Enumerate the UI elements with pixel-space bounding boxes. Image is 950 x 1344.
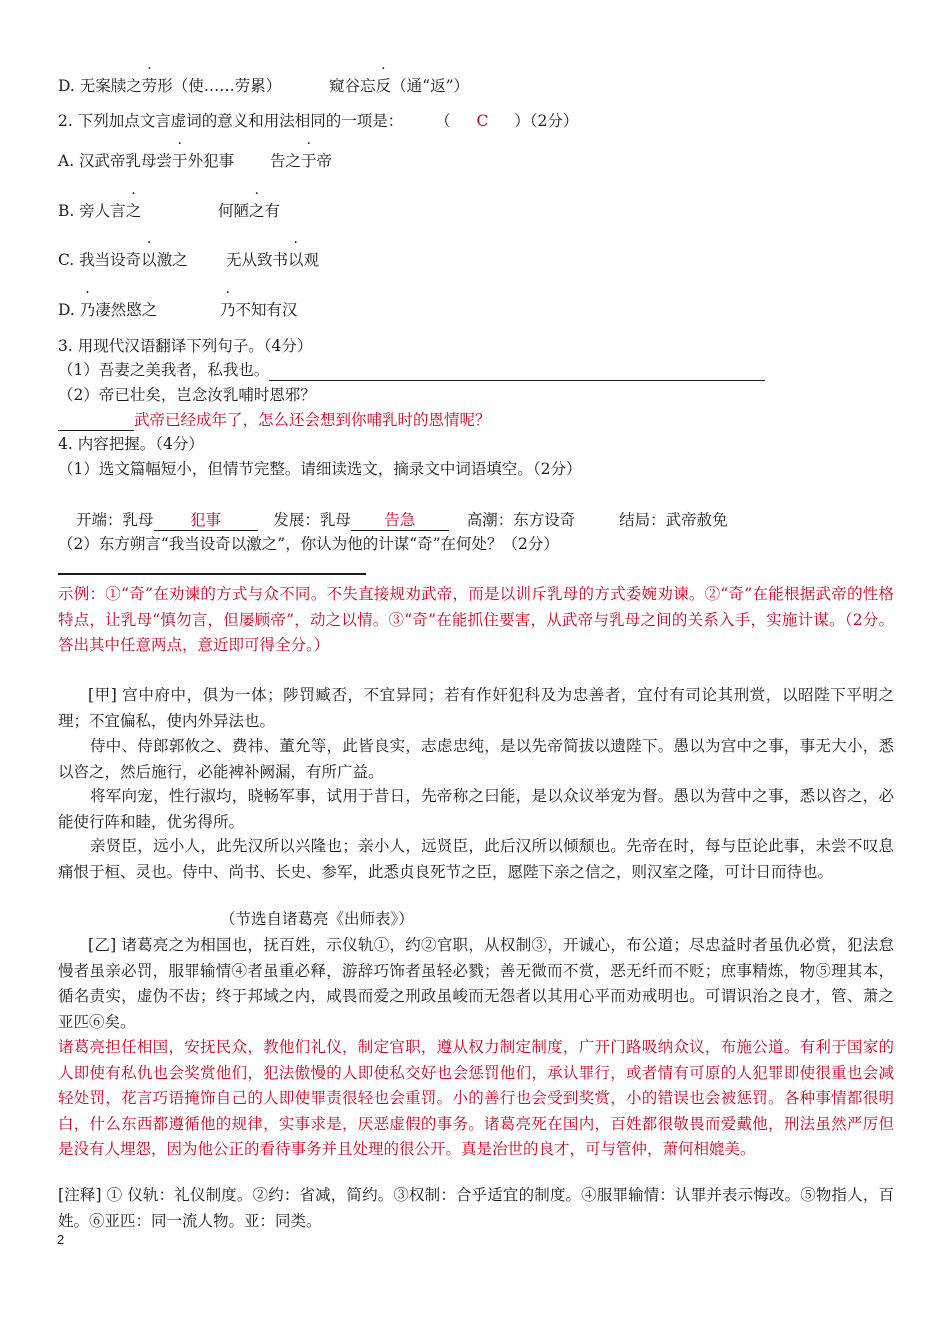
emphasis-dot-char: 乃 xyxy=(79,301,96,319)
q2-option-a: A. 汉武帝乳母尝于外犯事 告之于帝 xyxy=(58,152,333,170)
passage-yi: [乙] 诸葛亮之为相国也，抚百姓，示仪轨①，约②官职，从权制③，开诚心，布公道；尽忠益时者虽仇必赏，犯法怠慢者虽亲必罚，服罪输情④者虽重必释，游辞巧饰者虽轻必戮；善无微而不赏，恶无纤而不贬；庶事精炼，物⑤理其本，循名责实，虚伪不齿；终于邦域之内，咸畏而爱之刑政虽峻而无怨者以其用心平而劝戒明也。可谓识治之良才，管、萧之亚匹⑥矣。 xyxy=(58,936,894,1031)
passage-jia-p2: 侍中、侍郎郭攸之、费祎、董允等，此皆良实，志虑忠纯，是以先帝简拔以遗陛下。愚以为宫中之事，事无大小，悉以咨之，然后施行，必能裨补阙漏，有所广益。 xyxy=(58,737,894,781)
passage-yi-notes: [注释] ① 仪轨：礼仪制度。②约：省减，简约。③权制：合乎适宜的制度。④服罪输情：认罪并表示悔改。⑤物指人，百姓。⑥亚匹：同一流人物。亚：同类。 xyxy=(58,1186,894,1230)
emphasis-dot-char: 反 xyxy=(375,77,392,95)
emphasis-dot-char: 以 xyxy=(141,251,157,269)
emphasis-dot-char: 乃 xyxy=(220,301,236,319)
q2-option-d: D. 乃凄然愍之 乃不知有汉 xyxy=(58,301,298,319)
emphasis-dot-char: 之 xyxy=(125,202,142,220)
answer-blank-line xyxy=(269,361,765,381)
q2-option-c: C. 我当设奇以激之 无从致书以观 xyxy=(58,251,320,269)
emphasis-dot-char: 于 xyxy=(172,152,188,170)
q2-option-b: B. 旁人言之 何陋之有 xyxy=(58,202,281,220)
q4-part-2: （2）东方朔言“我当设奇以激之”，你认为他的计谋“奇”在何处？（2分） xyxy=(58,535,559,553)
plot-start-answer: 犯事 xyxy=(154,510,258,531)
emphasis-dot-char: 于 xyxy=(301,152,317,170)
passage-yi-translation: 诸葛亮担任相国，安抚民众，教他们礼仪，制定官职，遵从权力制定制度，广开门路吸纳众议，布施公道。有利于国家的人即使有私仇也会奖赏他们，犯法傲慢的人即使私交好也会惩罚他们，承认罪行，或者情有可原的人犯罪即使很重也会减轻处罚，花言巧语掩饰自己的人即使罪责很轻也会重罚。小的善行也会受到奖赏，小的错误也会被惩罚。各种事情都很明白，什么东西都遵循他的规律，实事求是，厌恶虚假的事务。诸葛亮死在国内，百姓都很敬畏而爱戴他，刑法虽然严厉但是没有人埋怨，因为他公正的看待事务并且处理的很公开。真是治世的良才，可与管仲，萧何相媲美。 xyxy=(58,1038,894,1158)
emphasis-dot-char: 以 xyxy=(288,251,304,269)
passage-jia-p4: 亲贤臣，远小人，此先汉所以兴隆也；亲小人，远贤臣，此后汉所以倾颓也。先帝在时，每与臣论此事，未尝不叹息痛恨于桓、灵也。侍中、尚书、长史、参军，此悉贞良死节之臣，愿陛下亲之信之，则汉室之隆，可计日而待也。 xyxy=(58,837,894,881)
q3-sentence-2-answer: 武帝已经成年了，怎么还会想到你哺乳时的恩情呢？ xyxy=(58,409,491,431)
q4-answer: 示例：①“奇”在劝谏的方式与众不同。不失直接规劝武帝，而是以训斥乳母的方式委婉劝谏。②“奇”在能根据武帝的性格特点，让乳母“慎勿言，但屡顾帝”，动之以情。③“奇”在能抓住要害，从武帝与乳母之间的关系入手，实施计谋。（2分。答出其中任意两点，意近即可得全分。） xyxy=(58,585,894,654)
page-number: 2 xyxy=(57,1232,65,1247)
passage-jia-p3: 将军向宠，性行淑均，晓畅军事，试用于昔日，先帝称之曰能，是以众议举宠为督。愚以为营中之事，悉以咨之，必能使行阵和睦，优劣得所。 xyxy=(58,787,894,831)
passage-jia-source: （节选自诸葛亮《出师表》） xyxy=(220,910,414,928)
emphasis-dot-char: 之 xyxy=(249,202,265,220)
q3-sentence-2: （2）帝已壮矣，岂念汝乳哺时恩邪？ xyxy=(58,386,316,404)
q3-stem: 3. 用现代汉语翻译下列句子。（4分） xyxy=(58,337,313,355)
q2-stem: 2. 下列加点文言虚词的意义和用法相同的一项是： （ C ）（2分） xyxy=(58,112,579,130)
q4-stem: 4. 内容把握。（4分） xyxy=(58,435,204,453)
plot-structure-row: 开端：乳母 犯事 发展：乳母 告急 高潮：东方设奇 结局：武帝赦免 xyxy=(76,511,728,529)
answer-blank-line xyxy=(58,573,366,575)
q1-option-d: D. 无案牍之劳形（使……劳累） 窥谷忘反（通“返”） xyxy=(58,77,470,95)
answer-blank-line xyxy=(58,411,134,431)
emphasis-dot-char: 劳 xyxy=(141,77,158,95)
plot-development-answer: 告急 xyxy=(351,510,449,531)
q2-answer: C xyxy=(476,112,489,130)
q3-sentence-1: （1）吾妻之美我者，私我也。 xyxy=(58,359,765,381)
passage-jia-p1: [甲] 宫中府中，俱为一体；陟罚臧否，不宜异同；若有作奸犯科及为忠善者，宜付有司论其刑赏，以昭陛下平明之理；不宜偏私，使内外异法也。 xyxy=(58,686,894,730)
q4-part-1: （1）选文篇幅短小，但情节完整。请细读选文，摘录文中词语填空。（2分） xyxy=(58,460,582,478)
